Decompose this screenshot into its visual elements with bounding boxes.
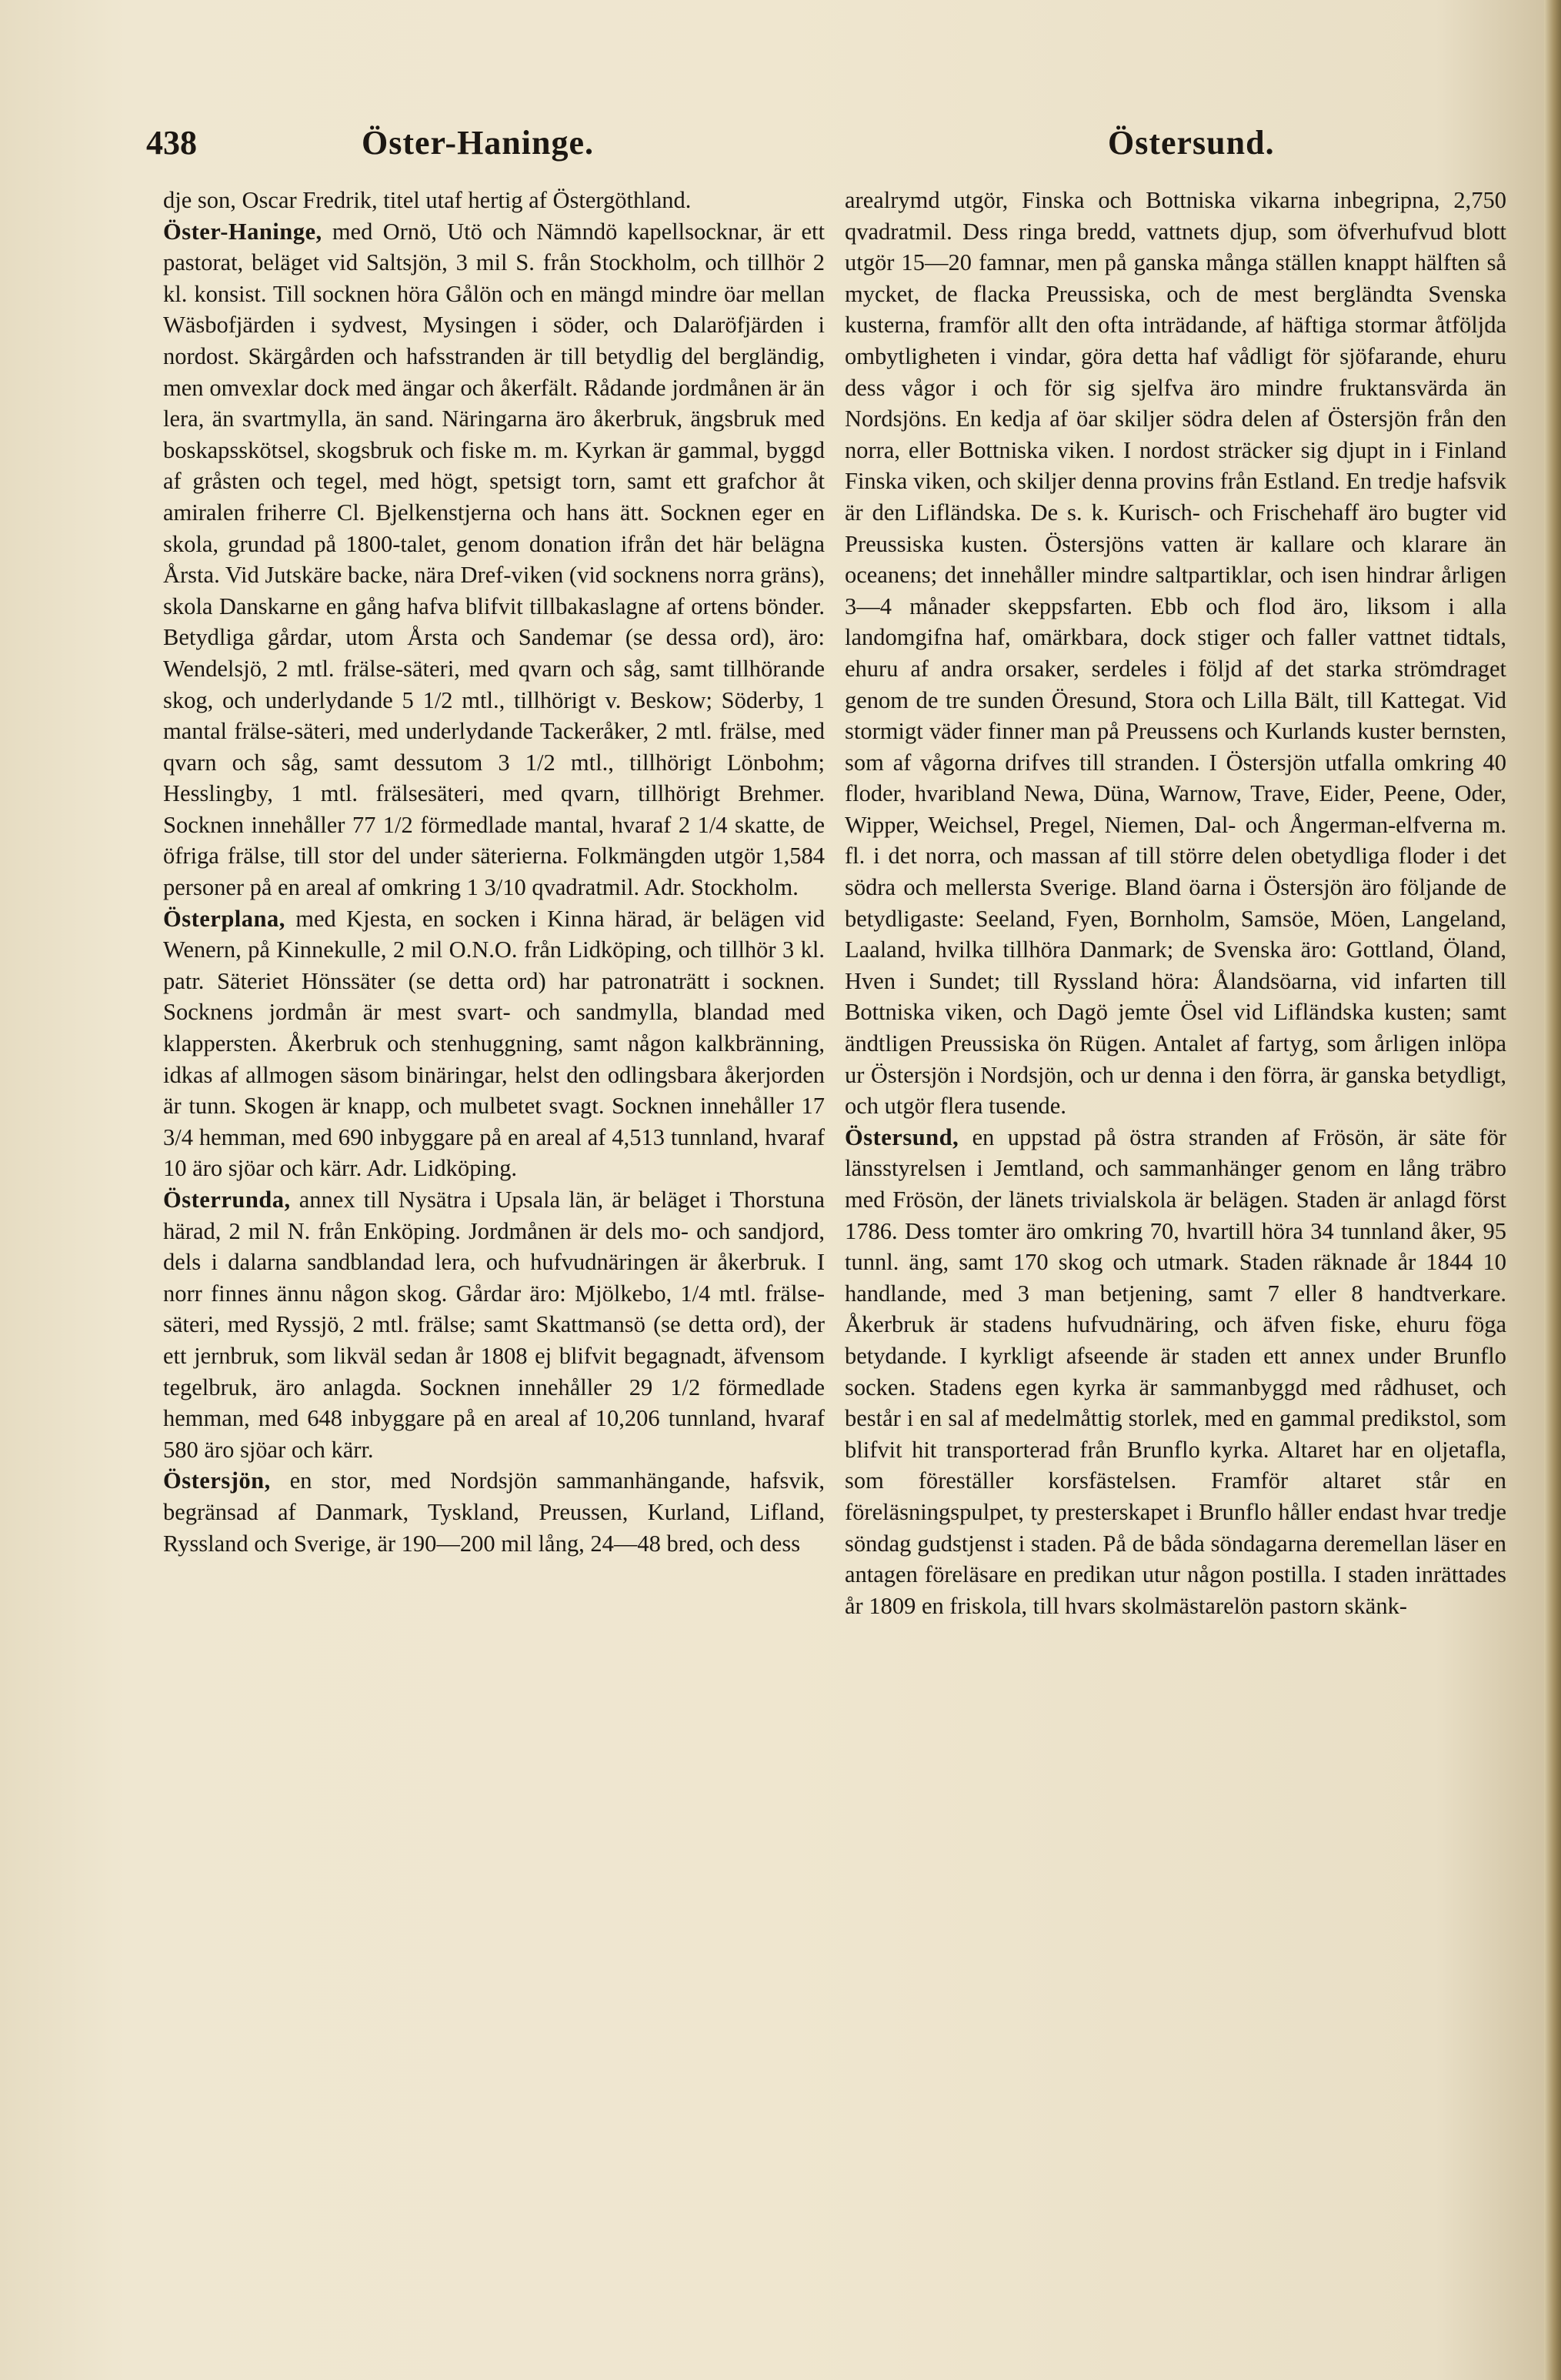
- headword: Östersund,: [845, 1123, 959, 1150]
- entry-text: en stor, med Nordsjön sammanhängande, hafsvik, begränsad af Danmark, Tyskland, Preussen, Kurland, Lifland, Ryssland och Sverige, är 190—200 mil lång, 24—48 bred, och dess: [163, 1467, 825, 1557]
- entry-oster-haninge: [163, 216, 825, 903]
- left-column: [163, 185, 825, 1559]
- page-number: 438: [146, 124, 197, 162]
- headword: Öster-Haninge,: [163, 218, 322, 245]
- page-edge: [1544, 0, 1561, 2380]
- entry-osterrunda: [163, 1184, 825, 1465]
- entry-osterplana: [163, 903, 825, 1184]
- entry-text: annex till Nysätra i Upsala län, är beläget i Thorstuna härad, 2 mil N. från Enköping. Jordmånen är dels mo- och sandjord, dels i dalarna sandblandad lera, och hufvudnäringen är åkerbruk. I norr finnes ännu någon skog. Gårdar äro: Mjölkebo, 1/4 mtl. frälse-säteri, med Ryssjö, 2 mtl. frälse; samt Skattmansö (se detta ord), der ett jernbruk, som likväl sedan år 1808 ej blifvit begagnadt, äfvensom tegelbruk, äro anlagda. Socknen innehåller 29 1/2 förmedlade hemman, med 648 inbyggare på en areal af 10,206 tunnland, hvaraf 580 äro sjöar och kärr.: [163, 1187, 825, 1463]
- headword: Österplana,: [163, 905, 285, 932]
- entry-text: med Ornö, Utö och Nämndö kapellsocknar, är ett pastorat, beläget vid Saltsjön, 3 mil S. från Stockholm, och tillhör 2 kl. konsist. Till socknen höra Gålön och en mängd mindre öar mellan Wäsbofjärden i sydvest, Mysingen i söder, och Dalaröfjärden i nordost. Skärgården och hafsstranden är till betydlig del bergländig, men omvexlar dock med ängar och åkerfält. Rådande jordmånen är än lera, än svartmylla, än sand. Näringarna äro åkerbruk, ängsbruk med boskapsskötsel, skogsbruk och fiske m. m. Kyrkan är gammal, byggd af gråsten och tegel, med högt, spetsigt torn, samt ett grafchor åt amiralen friherre Cl. Bjelkenstjerna och hans ätt. Socknen eger en skola, grundad på 1800-talet, genom donation ifrån det här belägna Årsta. Vid Jutskäre backe, nära Dref-viken (vid socknens norra gräns), skola Danskarne en gång hafva blifvit tillbakaslagne af ortens bönder. Betydliga gårdar, utom Årsta och Sandemar (se dessa ord), äro: Wendelsjö, 2 mtl. frälse-säteri, med qvarn och såg, samt tillhörande skog, och underlydande 5 1/2 mtl., tillhörigt v. Beskow; Söderby, 1 mantal frälse-säteri, med underlydande Tackeråker, 2 mtl. frälse, med qvarn och såg, samt dessutom 3 1/2 mtl., tillhörigt Lönbohm; Hesslingby, 1 mtl. frälsesäteri, med qvarn, tillhörigt Brehmer. Socknen innehåller 77 1/2 förmedlade mantal, hvaraf 2 1/4 skatte, de öfriga frälse, till stor del under säterierna. Folkmängden utgör 1,584 personer på en areal af omkring 1 3/10 qvadratmil. Adr. Stockholm.: [163, 218, 825, 901]
- page-header: [146, 123, 1300, 169]
- entry-text: en uppstad på östra stranden af Frösön, är säte för länsstyrelsen i Jemtland, och sammanhänger genom en lång träbro med Frösön, der länets trivialskola är belägen. Staden är anlagd först 1786. Dess tomter äro omkring 70, hvartill höra 34 tunnland åker, 95 tunnl. äng, samt 170 skog och utmark. Staden räknade år 1844 10 handlande, med 3 man betjening, samt 7 eller 8 handtverkare. Åkerbruk är stadens hufvudnäring, och äfven fiske, ehuru föga betydande. I kyrkligt afseende är staden ett annex under Brunflo socken. Stadens egen kyrka är sammanbyggd med rådhuset, och består i en sal af medelmåttig storlek, med en gammal predikstol, som blifvit hit transporterad från Brunflo kyrka. Altaret har en oljetafla, som föreställer korsfästelsen. Framför altaret står en föreläsningspulpet, ty presterskapet i Brunflo håller endast hvar tredje söndag gudstjenst i staden. På de båda söndagarna deremellan läser en antagen föreläsare en predikan utur någon postilla. I staden inrättades år 1809 en friskola, till hvars skolmästarelön pastorn skänk-: [845, 1123, 1506, 1619]
- entry-ostersund: [845, 1122, 1506, 1622]
- headword: Östersjön,: [163, 1467, 271, 1494]
- continuation-text: arealrymd utgör, Finska och Bottniska vikarna inbegripna, 2,750 qvadratmil. Dess ringa bredd, vattnets djup, som öfverhufvud blott utgör 15—20 famnar, men på ganska många ställen knappt hälften så mycket, de flacka Preussiska, och de mest bergländta Svenska kusterna, framför allt den ofta inträdande, af häftiga stormar åtföljda ombytligheten i vindar, göra detta haf vådligt för sjöfarande, ehuru dess vågor i och för sig sjelfva äro mindre fruktansvärda än Nordsjöns. En kedja af öar skiljer södra delen af Östersjön från den norra, eller Bottniska viken. I nordost sträcker sig djupt in i Finland Finska viken, och skiljer denna provins från Estland. En tredje hafsvik är den Lifländska. De s. k. Kurisch- och Frischehaff äro bugter vid Preussiska kusten. Östersjöns vatten är kallare och klarare än oceanens; det innehåller mindre saltpartiklar, och isen hindrar årligen 3—4 månader skeppsfarten. Ebb och flod äro, liksom i alla landomgifna haf, omärkbara, dock stiger och faller vattnet tidtals, ehuru af andra orsaker, serdeles i följd af det starka strömdraget genom de tre sunden Öresund, Stora och Lilla Bält, till Kattegat. Vid stormigt väder finner man på Preussens och Kurlands kuster bernsten, som af vågorna drifves till stranden. I Östersjön utfalla omkring 40 floder, hvaribland Newa, Düna, Warnow, Trave, Eider, Peene, Oder, Wipper, Weichsel, Pregel, Niemen, Dal- och Ångerman-elfverna m. fl. i det norra, och massan af till större delen obetydliga floder i det södra och mellersta Sverige. Bland öarna i Östersjön äro följande de betydligaste: Seeland, Fyen, Bornholm, Samsöe, Möen, Langeland, Laaland, hvilka tillhöra Danmark; de Svenska äro: Gottland, Öland, Hven i Sundet; till Ryssland höra: Ålandsöarna, vid infarten till Bottniska viken, och Dagö jemte Ösel vid Lifländska kusten; samt ändtligen Preussiska ön Rügen. Antalet af fartyg, som årligen inlöpa ur Östersjön i Nordsjön, och ur denna i den förra, är ganska betydligt, och utgör flera tusende.: [845, 187, 1506, 1120]
- headword: Österrunda,: [163, 1187, 291, 1213]
- entry-text: med Kjesta, en socken i Kinna härad, är belägen vid Wenern, på Kinnekulle, 2 mil O.N.O. från Lidköping, och tillhör 3 kl. patr. Säteriet Hönssäter (se detta ord) har patronaträtt i socknen. Socknens jordmån är mest svart- och sandmylla, blandad med klappersten. Åkerbruk och stenhuggning, samt någon kalkbränning, idkas af allmogen säsom binäringar, helst den odlingsbara åkerjorden är tunn. Skogen är knapp, och mulbetet svagt. Socknen innehåller 17 3/4 hemman, med 690 inbyggare på en areal af 4,513 tunnland, hvaraf 10 äro sjöar och kärr. Adr. Lidköping.: [163, 905, 825, 1182]
- running-head-right: Östersund.: [1108, 124, 1275, 162]
- continuation-text: dje son, Oscar Fredrik, titel utaf hertig af Östergöthland.: [163, 187, 692, 213]
- right-column: [845, 185, 1506, 1621]
- entry-ostersjon: [163, 1465, 825, 1559]
- running-head-left: Öster-Haninge.: [362, 124, 594, 162]
